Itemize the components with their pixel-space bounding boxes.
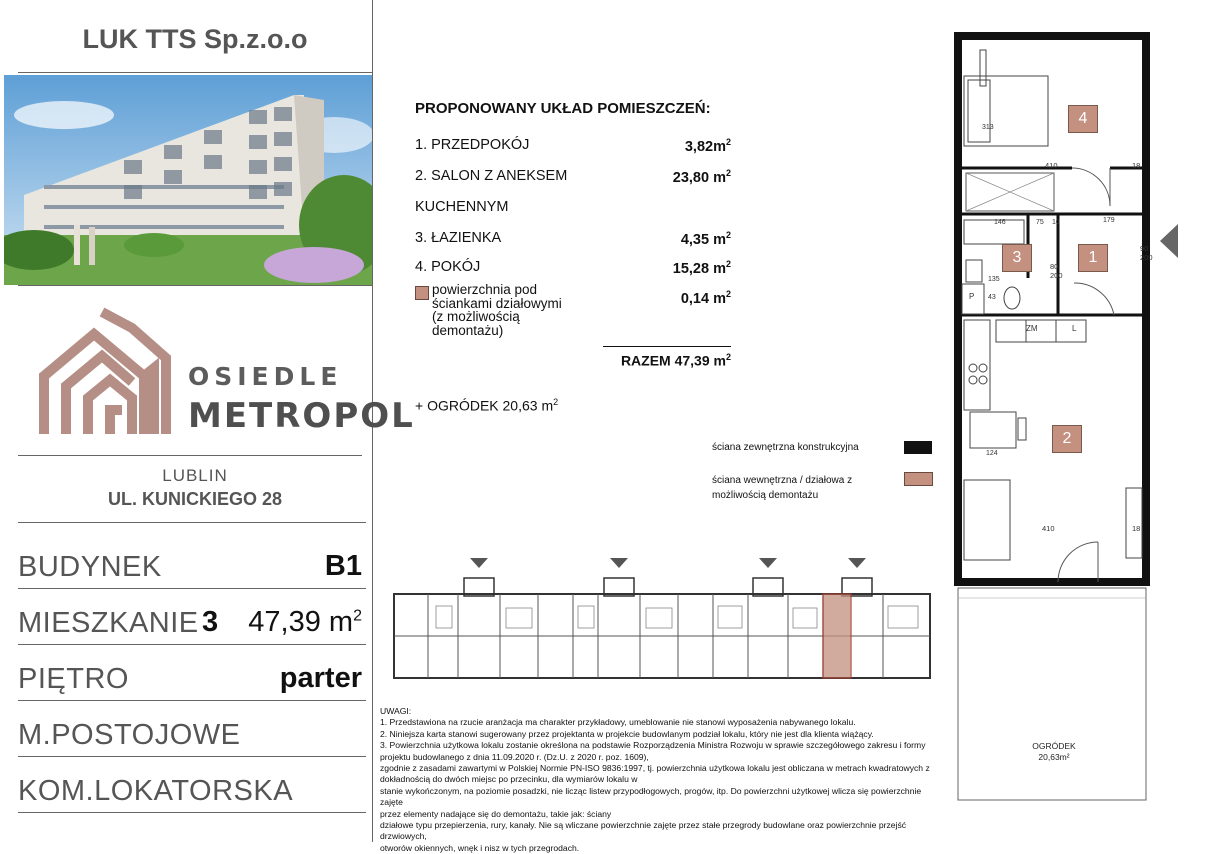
logo-word-2: METROPOL xyxy=(188,396,415,436)
room-badge-2: 2 xyxy=(1052,425,1082,453)
room-row: 1. PRZEDPOKÓJ $3,82m^2$ xyxy=(415,137,731,155)
dim: 18 xyxy=(1132,524,1141,533)
dim: 75 xyxy=(1036,219,1044,226)
legend-external-label: ściana zewnętrzna konstrukcyjna xyxy=(712,442,859,453)
dim: 146 xyxy=(994,219,1006,226)
row-label: MIESZKANIE xyxy=(18,607,199,639)
house-logo-icon xyxy=(36,306,186,436)
notes xyxy=(380,706,930,854)
logo-word-1: OSIEDLE xyxy=(188,362,343,391)
row-value: parter xyxy=(279,662,362,694)
dim: 135 xyxy=(988,276,1000,283)
room-badge-4: 4 xyxy=(1068,105,1098,133)
notes-title: UWAGI: xyxy=(380,706,412,716)
dim: 179 xyxy=(1103,217,1115,224)
dim: 18 xyxy=(1132,161,1141,170)
dim: 410 xyxy=(1045,161,1058,170)
info-row-apartment xyxy=(18,588,366,645)
dim: 90 200 xyxy=(1140,244,1153,262)
sum-line xyxy=(603,346,731,347)
dim: 313 xyxy=(982,124,994,131)
note-line: dokładnością do dwóch miejsc po przecinku, dla wymiarów lokalu w xyxy=(380,774,638,785)
note-line: otworów okiennych, wnęk i nisz w tych przegrodach. xyxy=(380,842,580,853)
info-row-storage xyxy=(18,756,366,813)
room-row: 2. SALON Z ANEKSEM 23,80 $m^2$ xyxy=(415,168,731,186)
divider xyxy=(18,285,372,286)
garden-area: + OGRÓDEK 20,63 $m^2$ xyxy=(415,397,559,414)
info-row-parking xyxy=(18,700,366,757)
garden-label: OGRÓDEK 20,63m² xyxy=(1032,741,1076,762)
room-row: 4. POKÓJ 15,28 $m^2$ xyxy=(415,259,731,277)
row-value: B1 xyxy=(324,550,362,582)
note-line: zgodnie z zasadami zawartymi w Polskiej Normie PN-ISO 9836:1997, tj. powierzchnia użytkowa lokalu jest obliczana w metrach kwadratowych z xyxy=(380,763,930,774)
info-row-floor xyxy=(18,644,366,701)
appliance-label: ZM xyxy=(1026,324,1038,333)
note-line: działowe typu przepierzenia, rury, kanały. Nie są wliczane powierzchnie zajęte przez stałe przegrody budowlane oraz powierzchnie przejść drzwiowych, xyxy=(380,820,907,842)
apartment-area: 47,39 $m^2$ xyxy=(248,606,362,638)
divider xyxy=(18,455,362,456)
dim: 80 200 xyxy=(1050,262,1063,280)
note-line: projektu budowlanego z dnia 11.09.2020 r. (Dz.U. z 2020 r. poz. 1609), xyxy=(380,751,649,762)
room-row: KUCHENNYM xyxy=(415,199,509,215)
row-label: M.POSTOJOWE xyxy=(18,719,241,751)
note-line: 3. Powierzchnia użytkowa lokalu zostanie określona na podstawie Rozporządzenia Ministra Rozwoju w sprawie szczegółowego zakresu i formy xyxy=(380,740,926,751)
partition-swatch xyxy=(415,286,429,300)
legend-external-swatch xyxy=(904,441,932,454)
partition-note: powierzchnia pod ściankami działowymi (z możliwością demontażu) xyxy=(432,282,562,338)
dim: 43 xyxy=(988,294,996,301)
building-key-plan xyxy=(388,556,938,682)
note-line: stanie wykończonym, na poziomie posadzki, nie licząc listew przypodłogowych, progów, itp. Do powierzchni użytkowej wlicza się powierzchnie zajęte xyxy=(380,785,922,808)
dim: 410 xyxy=(1042,524,1055,533)
room-row: 3. ŁAZIENKA 4,35 $m^2$ xyxy=(415,230,731,248)
company-name: LUK TTS Sp.z.o.o xyxy=(82,24,308,54)
divider xyxy=(18,522,366,523)
city: LUBLIN xyxy=(162,466,228,485)
appliance-label: L xyxy=(1072,324,1077,333)
partition-area: 0,14 $m^2$ xyxy=(680,289,731,307)
legend-internal-swatch xyxy=(904,472,933,486)
row-label: BUDYNEK xyxy=(18,551,162,583)
room-badge-3: 3 xyxy=(1002,244,1032,272)
divider xyxy=(18,72,372,73)
apartment-number: 3 xyxy=(202,606,219,638)
building-photo xyxy=(4,75,372,285)
dim: 124 xyxy=(986,450,998,457)
dim: 10 xyxy=(1052,219,1060,226)
row-label: PIĘTRO xyxy=(18,663,129,695)
legend-internal-label: ściana wewnętrzna / działowa z możliwością demontażu xyxy=(712,475,853,501)
total-area: RAZEM 47,39 $m^2$ xyxy=(620,352,731,369)
appliance-label: P xyxy=(969,292,975,301)
floor-plan xyxy=(940,28,1200,810)
room-badge-1: 1 xyxy=(1078,244,1108,272)
rooms-title: PROPONOWANY UKŁAD POMIESZCZEŃ: xyxy=(415,100,711,117)
note-line: 2. Niniejsza karta stanowi sugerowany przez projektanta w projekcie budowlanym podział lokalu, który nie jest dla klienta wiążący. xyxy=(380,728,874,739)
info-row-building xyxy=(18,532,366,589)
street: UL. KUNICKIEGO 28 xyxy=(107,489,283,509)
note-line: 1. Przedstawiona na rzucie aranżacja ma charakter przykładowy, umeblowanie nie stanowi wyposażenia nabywanego lokalu. xyxy=(380,717,856,728)
note-line: przez elementy nadające się do demontażu, takie jak: ściany xyxy=(380,808,612,819)
row-label: KOM.LOKATORSKA xyxy=(18,775,294,807)
